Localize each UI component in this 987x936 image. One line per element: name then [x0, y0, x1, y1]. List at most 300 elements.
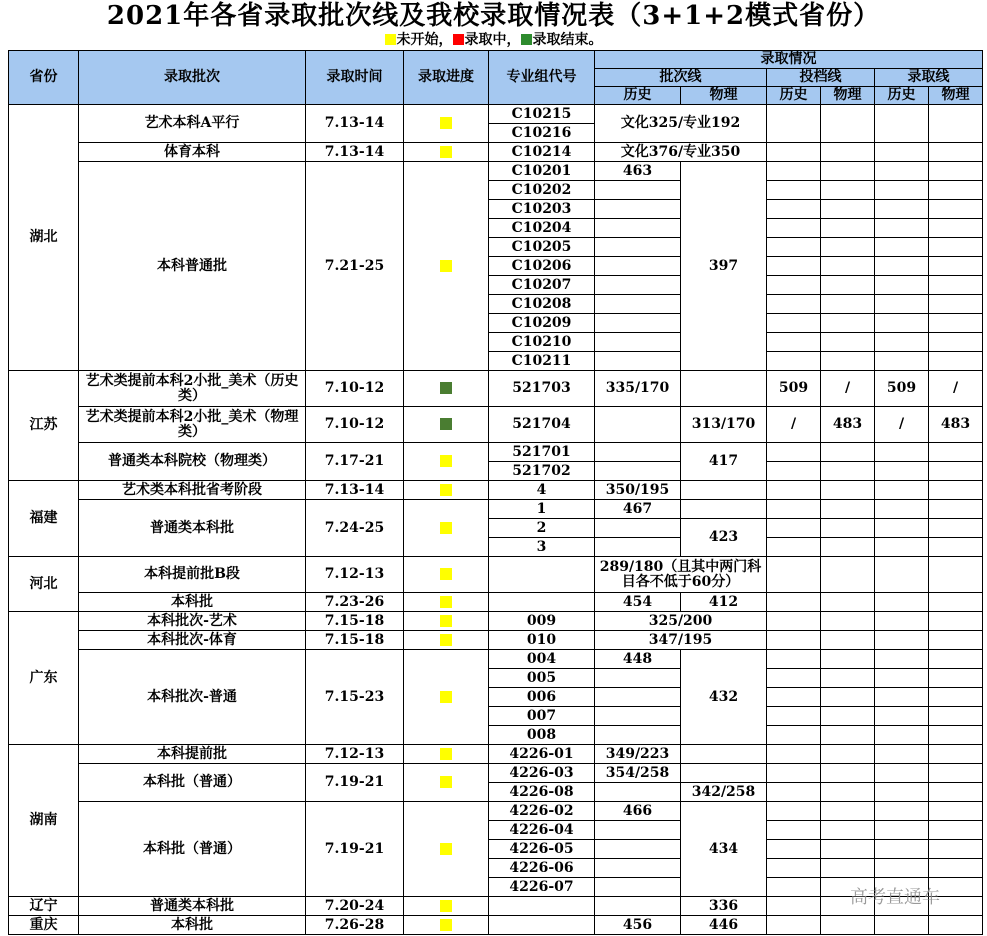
empty-cell: [875, 500, 929, 519]
batch-cell: 本科批: [79, 916, 306, 935]
empty-cell: [595, 897, 681, 916]
header-group-code: 专业组代号: [489, 51, 595, 105]
empty-cell: [929, 443, 983, 462]
time-cell: 7.23-26: [306, 593, 404, 612]
empty-cell: [821, 859, 875, 878]
empty-cell: [767, 443, 821, 462]
batch-physics-cell: 446: [681, 916, 767, 935]
table-row: [9, 916, 983, 935]
empty-cell: [595, 707, 681, 726]
batch-cell: 本科提前批: [79, 745, 306, 764]
empty-cell: [821, 105, 875, 143]
progress-cell: [404, 650, 489, 745]
time-cell: 7.21-25: [306, 162, 404, 371]
time-cell: 7.15-23: [306, 650, 404, 745]
empty-cell: [681, 500, 767, 519]
empty-cell: [595, 276, 681, 295]
empty-cell: [821, 916, 875, 935]
page-title: 2021年各省录取批次线及我校录取情况表（3+1+2模式省份）: [106, 1, 881, 31]
progress-cell: [404, 802, 489, 897]
empty-cell: [767, 219, 821, 238]
empty-cell: [767, 916, 821, 935]
empty-cell: [595, 314, 681, 333]
empty-cell: [875, 764, 929, 783]
empty-cell: [767, 295, 821, 314]
group-code-cell: C10215: [489, 105, 595, 124]
progress-indicator: [440, 522, 452, 534]
empty-cell: [821, 745, 875, 764]
empty-cell: [929, 105, 983, 143]
header-admission-line: 录取线: [875, 69, 983, 87]
group-code-cell: 4226-04: [489, 821, 595, 840]
group-code-cell: 4226-07: [489, 878, 595, 897]
filing-physics-cell: 483: [821, 407, 875, 443]
empty-cell: [767, 726, 821, 745]
empty-cell: [875, 143, 929, 162]
group-code-cell: 521701: [489, 443, 595, 462]
group-code-cell: C10210: [489, 333, 595, 352]
empty-cell: [929, 783, 983, 802]
table-row: [9, 105, 983, 124]
batch-cell: 体育本科: [79, 143, 306, 162]
empty-cell: [875, 333, 929, 352]
empty-cell: [929, 802, 983, 821]
empty-cell: [595, 462, 681, 481]
empty-cell: [929, 612, 983, 631]
group-code-cell: 4226-01: [489, 745, 595, 764]
empty-cell: [875, 481, 929, 500]
group-code-cell: 1: [489, 500, 595, 519]
empty-cell: [595, 726, 681, 745]
empty-cell: [821, 143, 875, 162]
batch-cell: 艺术类提前本科2小批_美术（历史类）: [79, 371, 306, 407]
header-admission-history: 历史: [875, 87, 929, 105]
empty-cell: [875, 200, 929, 219]
empty-cell: [767, 257, 821, 276]
time-cell: 7.10-12: [306, 371, 404, 407]
province-cell: 重庆: [9, 916, 79, 935]
legend-label-not-started: 未开始，: [396, 32, 453, 48]
progress-indicator: [440, 568, 452, 580]
time-cell: 7.26-28: [306, 916, 404, 935]
progress-indicator: [440, 634, 452, 646]
empty-cell: [767, 802, 821, 821]
group-code-cell: 4226-05: [489, 840, 595, 859]
progress-indicator: [440, 900, 452, 912]
empty-cell: [929, 688, 983, 707]
batch-cell: 艺术类本科批省考阶段: [79, 481, 306, 500]
table-row: [9, 481, 983, 500]
progress-cell: [404, 105, 489, 143]
province-cell: 福建: [9, 481, 79, 557]
progress-indicator: [440, 615, 452, 627]
empty-cell: [767, 650, 821, 669]
progress-cell: [404, 481, 489, 500]
group-code-cell: 007: [489, 707, 595, 726]
progress-cell: [404, 143, 489, 162]
empty-cell: [875, 593, 929, 612]
empty-cell: [875, 669, 929, 688]
batch-history-cell: 350/195: [595, 481, 681, 500]
batch-physics-cell: 434: [681, 802, 767, 897]
progress-indicator: [440, 691, 452, 703]
empty-cell: [875, 612, 929, 631]
empty-cell: [929, 257, 983, 276]
empty-cell: [929, 143, 983, 162]
empty-cell: [595, 295, 681, 314]
table-row: [9, 500, 983, 519]
header-province: 省份: [9, 51, 79, 105]
empty-cell: [821, 519, 875, 538]
group-code-cell: C10209: [489, 314, 595, 333]
time-cell: 7.19-21: [306, 764, 404, 802]
header-batch-physics: 物理: [681, 87, 767, 105]
empty-cell: [767, 276, 821, 295]
legend-label-finished: 录取结束。: [532, 32, 603, 48]
empty-cell: [875, 257, 929, 276]
batch-cell: 本科普通批: [79, 162, 306, 371]
empty-cell: [875, 783, 929, 802]
batch-cell: 本科批次-体育: [79, 631, 306, 650]
empty-cell: [767, 745, 821, 764]
batch-cell: 艺术本科A平行: [79, 105, 306, 143]
batch-history-cell: 466: [595, 802, 681, 821]
empty-cell: [767, 181, 821, 200]
empty-cell: [821, 840, 875, 859]
empty-cell: [595, 688, 681, 707]
empty-cell: [929, 200, 983, 219]
empty-cell: [821, 481, 875, 500]
group-code-cell: 004: [489, 650, 595, 669]
empty-cell: [929, 352, 983, 371]
empty-cell: [929, 219, 983, 238]
time-cell: 7.13-14: [306, 481, 404, 500]
group-code-cell: 3: [489, 538, 595, 557]
empty-cell: [767, 764, 821, 783]
table-row: [9, 143, 983, 162]
empty-cell: [767, 238, 821, 257]
progress-cell: [404, 500, 489, 557]
table-row: [9, 557, 983, 593]
group-code-cell: C10206: [489, 257, 595, 276]
batch-cell: 本科批: [79, 593, 306, 612]
time-cell: 7.15-18: [306, 612, 404, 631]
batch-physics-cell: 412: [681, 593, 767, 612]
empty-cell: [821, 593, 875, 612]
group-code-cell: 4226-02: [489, 802, 595, 821]
time-cell: 7.19-21: [306, 802, 404, 897]
time-cell: 7.12-13: [306, 745, 404, 764]
empty-cell: [929, 557, 983, 593]
header-filing-line: 投档线: [767, 69, 875, 87]
table-row: [9, 631, 983, 650]
empty-cell: [929, 650, 983, 669]
empty-cell: [767, 352, 821, 371]
empty-cell: [929, 764, 983, 783]
table-row: [9, 897, 983, 916]
group-code-cell: C10211: [489, 352, 595, 371]
batch-physics-cell: 432: [681, 650, 767, 745]
group-code-cell: C10203: [489, 200, 595, 219]
header-batch-line: 批次线: [595, 69, 767, 87]
empty-cell: [767, 593, 821, 612]
empty-cell: [681, 481, 767, 500]
empty-cell: [875, 726, 929, 745]
progress-indicator: [440, 260, 452, 272]
empty-cell: [875, 219, 929, 238]
header-time: 录取时间: [306, 51, 404, 105]
filing-history-cell: 509: [767, 371, 821, 407]
empty-cell: [929, 481, 983, 500]
empty-cell: [767, 859, 821, 878]
province-cell: 河北: [9, 557, 79, 612]
empty-cell: [595, 669, 681, 688]
empty-cell: [821, 333, 875, 352]
empty-cell: [821, 181, 875, 200]
empty-cell: [767, 707, 821, 726]
table-row: [9, 162, 983, 181]
empty-cell: [929, 840, 983, 859]
empty-cell: [929, 276, 983, 295]
empty-cell: [767, 519, 821, 538]
time-cell: 7.17-21: [306, 443, 404, 481]
group-code-cell: 521702: [489, 462, 595, 481]
empty-cell: [875, 314, 929, 333]
empty-cell: [875, 557, 929, 593]
empty-cell: [821, 200, 875, 219]
batch-history-cell: 454: [595, 593, 681, 612]
empty-cell: [929, 314, 983, 333]
group-code-cell: 2: [489, 519, 595, 538]
batch-cell: 本科提前批B段: [79, 557, 306, 593]
batch-physics-cell: 342/258: [681, 783, 767, 802]
empty-cell: [767, 162, 821, 181]
empty-cell: [767, 669, 821, 688]
group-code-cell: C10202: [489, 181, 595, 200]
progress-indicator: [440, 919, 452, 931]
empty-cell: [767, 612, 821, 631]
empty-cell: [767, 688, 821, 707]
group-code-cell: C10214: [489, 143, 595, 162]
empty-cell: [489, 593, 595, 612]
batch-physics-cell: 417: [681, 443, 767, 481]
batch-history-cell: 354/258: [595, 764, 681, 783]
progress-indicator: [440, 382, 452, 394]
empty-cell: [875, 519, 929, 538]
empty-cell: [875, 840, 929, 859]
group-code-cell: 008: [489, 726, 595, 745]
watermark: 高考直通车: [850, 887, 940, 908]
empty-cell: [489, 916, 595, 935]
province-cell: 辽宁: [9, 897, 79, 916]
legend-label-in-progress: 录取中，: [464, 32, 521, 48]
empty-cell: [875, 802, 929, 821]
admission-table: [8, 50, 983, 935]
group-code-cell: 005: [489, 669, 595, 688]
batch-cell: 本科批（普通）: [79, 764, 306, 802]
batch-cell: 普通类本科院校（物理类）: [79, 443, 306, 481]
group-code-cell: 4226-08: [489, 783, 595, 802]
empty-cell: [821, 821, 875, 840]
empty-cell: [767, 333, 821, 352]
empty-cell: [875, 745, 929, 764]
empty-cell: [595, 519, 681, 538]
progress-indicator: [440, 596, 452, 608]
group-code-cell: 4226-06: [489, 859, 595, 878]
empty-cell: [821, 631, 875, 650]
batch-line-cell: 325/200: [595, 612, 767, 631]
empty-cell: [767, 314, 821, 333]
batch-cell: 普通类本科批: [79, 500, 306, 557]
progress-indicator: [440, 748, 452, 760]
empty-cell: [875, 276, 929, 295]
empty-cell: [821, 538, 875, 557]
empty-cell: [821, 352, 875, 371]
batch-history-cell: 467: [595, 500, 681, 519]
province-cell: 湖北: [9, 105, 79, 371]
group-code-cell: C10204: [489, 219, 595, 238]
batch-physics-cell: 397: [681, 162, 767, 371]
empty-cell: [929, 859, 983, 878]
header-filing-history: 历史: [767, 87, 821, 105]
province-cell: 湖南: [9, 745, 79, 897]
group-code-cell: 4: [489, 481, 595, 500]
progress-cell: [404, 593, 489, 612]
empty-cell: [821, 162, 875, 181]
empty-cell: [767, 538, 821, 557]
time-cell: 7.13-14: [306, 105, 404, 143]
admission-physics-cell: 483: [929, 407, 983, 443]
empty-cell: [821, 257, 875, 276]
empty-cell: [875, 859, 929, 878]
empty-cell: [595, 538, 681, 557]
empty-cell: [821, 276, 875, 295]
empty-cell: [821, 557, 875, 593]
empty-cell: [929, 238, 983, 257]
empty-cell: [929, 631, 983, 650]
progress-indicator: [440, 146, 452, 158]
group-code-cell: C10216: [489, 124, 595, 143]
empty-cell: [929, 707, 983, 726]
empty-cell: [929, 181, 983, 200]
progress-indicator: [440, 843, 452, 855]
header-situation: 录取情况: [595, 51, 983, 69]
progress-cell: [404, 407, 489, 443]
empty-cell: [929, 669, 983, 688]
empty-cell: [929, 333, 983, 352]
progress-indicator: [440, 117, 452, 129]
empty-cell: [875, 821, 929, 840]
batch-cell: 本科批（普通）: [79, 802, 306, 897]
header-progress: 录取进度: [404, 51, 489, 105]
group-code-cell: 521703: [489, 371, 595, 407]
empty-cell: [767, 143, 821, 162]
empty-cell: [595, 200, 681, 219]
progress-cell: [404, 745, 489, 764]
empty-cell: [821, 500, 875, 519]
admission-physics-cell: /: [929, 371, 983, 407]
empty-cell: [821, 443, 875, 462]
empty-cell: [681, 745, 767, 764]
filing-history-cell: /: [767, 407, 821, 443]
batch-line-cell: 文化376/专业350: [595, 143, 767, 162]
empty-cell: [875, 181, 929, 200]
empty-cell: [767, 481, 821, 500]
table-row: [9, 764, 983, 783]
batch-cell: 艺术类提前本科2小批_美术（物理类）: [79, 407, 306, 443]
empty-cell: [681, 764, 767, 783]
table-row: [9, 612, 983, 631]
header-batch-history: 历史: [595, 87, 681, 105]
progress-cell: [404, 371, 489, 407]
legend-swatch-finished: [521, 34, 532, 45]
legend-swatch-not-started: [385, 34, 396, 45]
batch-history-cell: 463: [595, 162, 681, 181]
empty-cell: [595, 257, 681, 276]
empty-cell: [821, 462, 875, 481]
empty-cell: [595, 181, 681, 200]
empty-cell: [875, 162, 929, 181]
province-cell: 江苏: [9, 371, 79, 481]
empty-cell: [821, 612, 875, 631]
table-row: [9, 371, 983, 407]
table-row: [9, 802, 983, 821]
empty-cell: [821, 707, 875, 726]
empty-cell: [595, 821, 681, 840]
empty-cell: [821, 295, 875, 314]
progress-cell: [404, 557, 489, 593]
progress-indicator: [440, 776, 452, 788]
progress-cell: [404, 764, 489, 802]
batch-cell: 普通类本科批: [79, 897, 306, 916]
empty-cell: [767, 631, 821, 650]
progress-cell: [404, 631, 489, 650]
empty-cell: [875, 295, 929, 314]
group-code-cell: C10208: [489, 295, 595, 314]
table-row: [9, 407, 983, 443]
empty-cell: [595, 859, 681, 878]
empty-cell: [875, 650, 929, 669]
empty-cell: [821, 238, 875, 257]
empty-cell: [875, 105, 929, 143]
empty-cell: [821, 219, 875, 238]
empty-cell: [595, 443, 681, 462]
empty-cell: [929, 519, 983, 538]
admission-history-cell: /: [875, 407, 929, 443]
empty-cell: [767, 557, 821, 593]
progress-indicator: [440, 455, 452, 467]
time-cell: 7.10-12: [306, 407, 404, 443]
batch-line-cell: 347/195: [595, 631, 767, 650]
province-cell: 广东: [9, 612, 79, 745]
empty-cell: [929, 916, 983, 935]
empty-cell: [767, 105, 821, 143]
table-row: [9, 593, 983, 612]
batch-physics-cell: 313/170: [681, 407, 767, 443]
batch-history-cell: 456: [595, 916, 681, 935]
empty-cell: [489, 897, 595, 916]
group-code-cell: 010: [489, 631, 595, 650]
progress-indicator: [440, 484, 452, 496]
empty-cell: [875, 688, 929, 707]
group-code-cell: C10205: [489, 238, 595, 257]
empty-cell: [595, 878, 681, 897]
batch-physics-cell: 336: [681, 897, 767, 916]
empty-cell: [595, 238, 681, 257]
empty-cell: [767, 878, 821, 897]
empty-cell: [821, 669, 875, 688]
empty-cell: [821, 802, 875, 821]
